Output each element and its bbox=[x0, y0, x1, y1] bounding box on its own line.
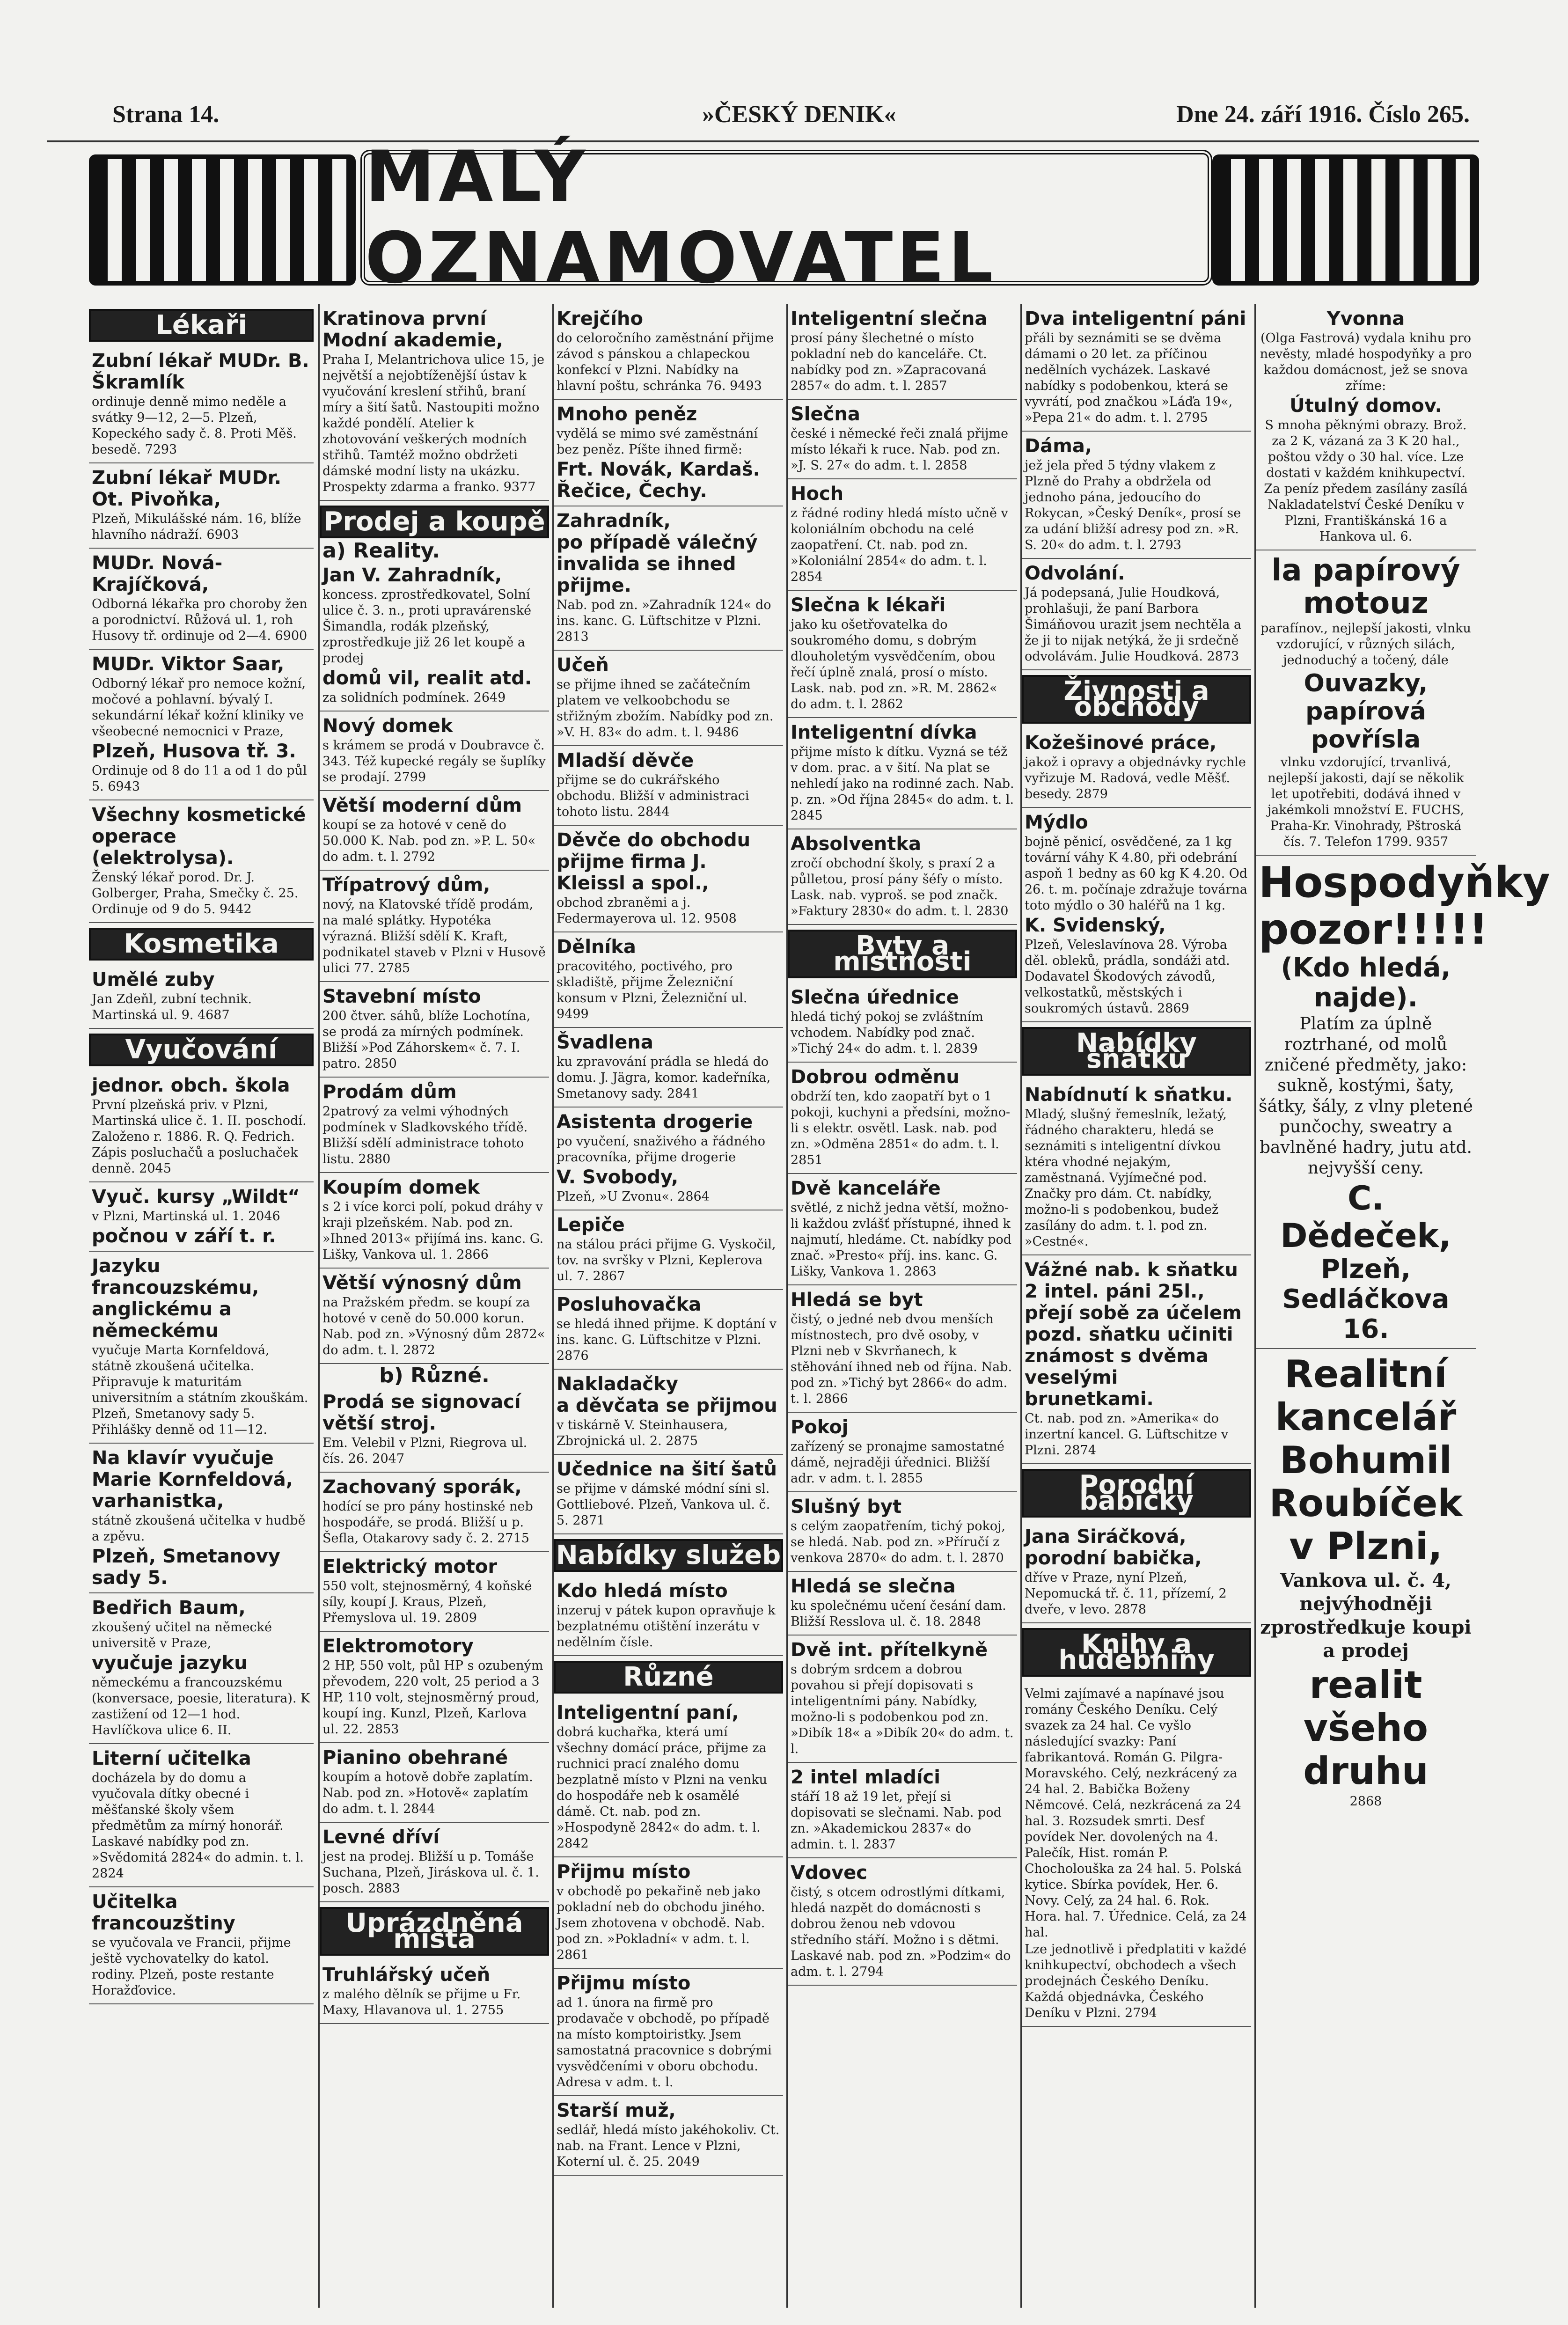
ad bbox=[89, 1252, 314, 1444]
ad-title: Posluhovačka bbox=[557, 1294, 702, 1315]
ad-text: ad 1. února na firmě pro prodavače v obchodě, po případě na místo komptoiristky. Jsem samostatná pracovnice s dobrými vysvědčeními v oboru obchodu. Adresa v adm. t. l. bbox=[557, 1995, 772, 2090]
ad-text: ku zpravování prádla se hledá do domu. J. Jägra, komor. kadeřníka, Smetanovy sady. 2841 bbox=[557, 1055, 771, 1101]
ad bbox=[1022, 432, 1251, 559]
ad-title: Inteligentní paní, bbox=[557, 1702, 739, 1724]
ad bbox=[788, 1858, 1017, 1986]
ad-text: (Olga Fastrová) vydala knihu pro nevěsty, mladé hospodyňky a pro každou domácnost, jež se snova zříme: bbox=[1260, 331, 1472, 393]
ad-firm: V. Svobody, bbox=[557, 1166, 679, 1188]
ad bbox=[788, 1572, 1017, 1636]
ad-subtitle: Ouvazky, papírová povřísla bbox=[1304, 669, 1428, 754]
ad-text: se přijme ihned se začátečním platem ve velkoobchodu se střižným zbožím. Nabídky pod zn. »V. H. 83« do adm. t. l. 9486 bbox=[557, 677, 774, 740]
ad bbox=[89, 463, 314, 549]
section-heading: Živnosti a obchody bbox=[1022, 675, 1251, 724]
section-heading: Uprázdněná místa bbox=[320, 1907, 549, 1956]
ad-title: Elektrický motor bbox=[322, 1556, 498, 1577]
ad-columns bbox=[89, 304, 1550, 2308]
ad bbox=[320, 1173, 549, 1269]
ad-title: Dva inteligentní páni bbox=[1025, 308, 1246, 330]
ad-title: Asistenta drogerie bbox=[557, 1111, 753, 1133]
ad bbox=[1022, 728, 1251, 808]
ad-text: 2 HP, 550 volt, půl HP s ozubeným převodem, 220 volt, 25 period a 3 HP, 110 volt, stejnosměrný proud, koupí ing. Kunzl, Plzeň, Karlova ul. 22. 2853 bbox=[322, 1658, 543, 1737]
newspaper-name: »ČESKÝ DENIK« bbox=[702, 101, 896, 128]
ad-text: se přijme v dámské módní síni sl. Gottliebové. Plzeň, Vankova ul. č. 5. 2871 bbox=[557, 1482, 770, 1528]
ad bbox=[320, 791, 549, 871]
ad bbox=[320, 1473, 549, 1552]
ad-text: vyučuje Marta Kornfeldová, státně zkoušená učitelka. Připravuje k maturitám universitním a státním zkouškám. Plzeň, Smetanovy sady 5. Přihlášky denně od 11—12. bbox=[92, 1343, 308, 1437]
ad bbox=[89, 1744, 314, 1887]
ad-title: Dobrou odměnu bbox=[791, 1066, 960, 1088]
ad bbox=[788, 479, 1017, 591]
ad-text: čistý, s otcem odrostlými dítkami, hledá nazpět do domácnosti s dobrou ženou neb vdovou středního stáří. Možno i s dětmi. Laskavé nab. pod zn. »Podzim« do adm. t. l. 2794 bbox=[791, 1885, 1011, 1979]
ad-title: Starší muž, bbox=[557, 2100, 676, 2121]
ad bbox=[554, 1370, 783, 1455]
ad bbox=[554, 651, 783, 746]
ad-text: v tiskárně V. Steinhausera, Zbrojnická ul. 2. 2875 bbox=[557, 1418, 728, 1448]
ad-text: čistý, o jedné neb dvou menších místnostech, pro dvě osoby, v Plzni neb v Skvrňanech, k stěhování ihned neb od října. Nab. pod zn. »Tichý byt 2866« do adm. t. l. 2866 bbox=[791, 1312, 1012, 1406]
ad-text: Plzeň, Mikulášské nám. 16, blíže hlavního nádraží. 6903 bbox=[92, 512, 301, 542]
ad-text: světlé, z nichž jedna větší, možno-li každou zvlášť přístupné, ihned k najmutí, hledáme. Ct. nabídky pod znač. »Presto« příj. ins. kanc. G. Lišky, Vankova 1. 2863 bbox=[791, 1201, 1012, 1279]
ad-text: inzeruj v pátek kupon opravňuje k bezplatnému otištění inzerátu v nedělním čísle. bbox=[557, 1603, 776, 1650]
ad-text: Velmi zajímavé a napínavé jsou romány Českého Deníku. Celý svazek za 24 hal. Ce vyšlo následující svazky: Paní fabrikantová. Román G. Pilgra-Moravského. Celý, nezkrácený za 24 hal. 2. Babička Boženy Němcové. Celá, nezkrácená za 24 hal. 3. Rozsudek smrti. Desf povídek Ner. dovolených na 4. Palečík, Hist. román P. Chocholouška za 24 hal. 5. Polská kytice. Sbírka povídek, Her. 6. Novy. Celý, za 24 hal. 6. Rok. Hora. hal. 7. Úřednice. Celá, za 24 hal. bbox=[1025, 1687, 1247, 1940]
ad bbox=[554, 1698, 783, 1857]
ad-text: dobrá kuchařka, která umí všechny domácí práce, přijme za ruchnici prací znalého domu bezplatně místo v Plzni na venku do hospodáře neb k osamělé dámě. Ct. nab. pod zn. »Hospodyně 2842« do adm. t. l. 2842 bbox=[557, 1725, 767, 1851]
ad-title: Truhlářský učeň bbox=[322, 1964, 491, 1986]
ad-title: Hoch bbox=[791, 483, 844, 505]
ad bbox=[788, 829, 1017, 925]
ad bbox=[554, 304, 783, 400]
ad bbox=[554, 932, 783, 1028]
ad bbox=[554, 1577, 783, 1656]
ad-text: jest na prodej. Bližší u p. Tomáše Suchana, Plzeň, Jiráskova ul. č. 1. posch. 2883 bbox=[322, 1849, 539, 1896]
ad bbox=[788, 983, 1017, 1063]
ad bbox=[788, 1636, 1017, 1763]
ad-title: Kožešinové práce, bbox=[1025, 732, 1217, 754]
ad bbox=[1256, 1349, 1476, 1814]
ad-text: nový, na Klatovské třídě prodám, na malé splátky. Hypotéka výrazná. Bližší sdělí K. Kraft, podnikatel staveb v Plzni v Husově ulici 77. 2785 bbox=[322, 897, 546, 975]
ad bbox=[554, 506, 783, 651]
page-header bbox=[112, 101, 1470, 133]
ad-text: dříve v Praze, nyní Plzeň, Nepomucká tř. č. 11, přízemí, 2 dveře, v levo. 2878 bbox=[1025, 1570, 1227, 1617]
ad-address: Plzeň, Veleslavínova 28. Výroba děl. obleků, prádla, sondáži atd. Dodavatel Škodových závodů, velkostatků, městských i soukromých ústavů. 2869 bbox=[1025, 938, 1230, 1016]
ad-text: s krámem se prodá v Doubravce č. 343. Též kupecké regály se šuplíky se prodají. 2799 bbox=[322, 738, 546, 785]
ad bbox=[320, 1823, 549, 1902]
column-1 bbox=[89, 304, 314, 2308]
ad-address: Plzeň, Smetanovy sady 5. bbox=[92, 1546, 280, 1589]
ad-address: Plzeň, »U Zvonu«. 2864 bbox=[557, 1189, 710, 1204]
ad-title: Dvě int. přítelkyně bbox=[791, 1639, 988, 1661]
ad-title: Inteligentní slečna bbox=[791, 308, 988, 330]
ad-text: z řádné rodiny hledá místo učně v koloniálním obchodu na celé zaopatření. Ct. nab. pod zn. »Koloniální 2854« do adm. t. l. 2854 bbox=[791, 506, 1008, 584]
ad bbox=[788, 304, 1017, 400]
ad-subtitle: vyučuje jazyku bbox=[92, 1652, 248, 1674]
ad-title: Elektromotory bbox=[322, 1636, 474, 1657]
ad-title: Nakladačky bbox=[557, 1373, 678, 1395]
ad bbox=[320, 1552, 549, 1632]
ad-title: Zubní lékař MUDr. Ot. Pivoňka, bbox=[92, 467, 282, 510]
ad bbox=[1022, 808, 1251, 1022]
ad-text: obchod zbraněmi a j. Federmayerova ul. 12. 9508 bbox=[557, 895, 737, 926]
ad bbox=[554, 1290, 783, 1370]
ad-title: Hledá se slečna bbox=[791, 1576, 956, 1597]
section-heading: Porodní babičky bbox=[1022, 1469, 1251, 1518]
ad-text: prosí pány šlechetné o místo pokladní neb do kanceláře. Ct. nabídky pod zn. »Zapracovaná 2857« do adm. t. l. 2857 bbox=[791, 331, 987, 393]
ad bbox=[788, 1174, 1017, 1285]
ad bbox=[1022, 559, 1251, 670]
ad-title: jednor. obch. škola bbox=[92, 1075, 290, 1096]
ad-title: Švadlena bbox=[557, 1032, 653, 1053]
ad-title: Větší moderní dům bbox=[322, 795, 522, 816]
ad-title: 2 intel mladíci bbox=[791, 1767, 940, 1788]
column-2 bbox=[318, 304, 549, 2308]
ad-text: z malého dělník se přijme u Fr. Maxy, Hlavanova ul. 1. 2755 bbox=[322, 1987, 521, 2017]
ad-firm: K. Svidenský, bbox=[1025, 915, 1166, 936]
ad-text-more: Ct. nab. pod zn. »Amerika« do inzertní kancel. G. Lüftschitze v Plzni. 2874 bbox=[1025, 1411, 1229, 1458]
ad-text: Odborná lékařka pro choroby žen a porodnictví. Růžová ul. 1, roh Husovy tř. ordinuje od 2—4. 6900 bbox=[92, 597, 308, 643]
ad-title: Dáma, bbox=[1025, 435, 1092, 457]
ad bbox=[554, 1969, 783, 2096]
ad-title: Na klavír vyučuje Marie Kornfeldová, varhanistka, bbox=[92, 1447, 293, 1512]
ad-text: koncess. zprostředkovatel, Solní ulice č. 3. n., proti upravárenské Šimandla, rodák plzeňský, zprostředkuje již 26 let koupě a prodej bbox=[322, 587, 532, 666]
ad-title: Bedřich Baum, bbox=[92, 1597, 246, 1619]
ad-text: v obchodě po pekařině neb jako pokladní neb do obchodu jiného. Jsem zhotovena v obchodě. Nab. pod zn. »Pokladní« v adm. t. l. 2861 bbox=[557, 1884, 765, 1962]
ad-title: Odvolání. bbox=[1025, 563, 1125, 584]
ad-text: české i německé řeči znalá přijme místo lékaři k ruce. Nab. pod zn. »J. S. 27« do adm. t. l. 2858 bbox=[791, 426, 1009, 473]
ad-title: Yvonna bbox=[1326, 308, 1405, 330]
ad-text: parafínov., nejlepší jakosti, vlnku vzdorující, v různých silách, jednoduchý a točený, dále bbox=[1260, 621, 1471, 667]
ad-title: Krejčího bbox=[557, 308, 643, 330]
ad-title: Jazyku francouzskému, anglickému a německému bbox=[92, 1255, 259, 1342]
ad-firm: C. Dědeček, bbox=[1280, 1179, 1451, 1255]
ad-text: jakož i opravy a objednávky rychle vyřizuje M. Radová, vedle Měšť. besedy. 2879 bbox=[1025, 755, 1246, 801]
ad-title: Literní učitelka bbox=[92, 1748, 251, 1769]
ad-text: vydělá se mimo své zaměstnání bez peněz. Píšte ihned firmě: bbox=[557, 426, 758, 457]
ad-number: 2868 bbox=[1349, 1794, 1382, 1809]
ad-title: Lepiče bbox=[557, 1214, 625, 1236]
ad-text: přijme místo k dítku. Vyzná se též v dom. prac. a v šití. Na plat se nehledí jako na rodinné zach. Nab. p. zn. »Od října 2845« do adm. t. l. 2845 bbox=[791, 745, 1014, 823]
ad-address: Plzeň, Sedláčkova 16. bbox=[1282, 1254, 1450, 1344]
ad-title: Větší výnosný dům bbox=[322, 1272, 522, 1294]
ad bbox=[788, 1285, 1017, 1413]
ad-text: na Pražském předm. se koupí za hotové v ceně do 50.000 korun. Nab. pod zn. »Výnosný dům 2872« do adm. t. l. 2872 bbox=[322, 1295, 545, 1357]
ad-text: po vyučení, snaživého a řádného pracovníka, přijme drogerie bbox=[557, 1134, 765, 1165]
section-heading: Nabídky sňatku bbox=[1022, 1027, 1251, 1076]
ad bbox=[320, 982, 549, 1078]
ad-subtitle: realit všeho druhu bbox=[1303, 1663, 1429, 1793]
ad-text-more: S mnoha pěknými obrazy. Brož. za 2 K, vázaná za 3 K 20 hal., poštou vždy o 30 hal. více. Lze dostati v každém knihkupectví. Za peníz předem zasílány zasílá Nakladatelství České Deníku v Plzni, Františkánská 16 a Hankova ul. 6. bbox=[1264, 418, 1468, 544]
ad-title: Kdo hledá místo bbox=[557, 1580, 728, 1602]
ad-title: Vážné nab. k sňatku bbox=[1025, 1259, 1238, 1281]
ad bbox=[554, 1107, 783, 1210]
section-heading: Kosmetika bbox=[89, 928, 314, 961]
ad-title: Stavební místo bbox=[322, 986, 481, 1007]
ad bbox=[1022, 1255, 1251, 1464]
ad-title: Nový domek bbox=[322, 715, 453, 737]
ad bbox=[320, 711, 549, 791]
ad-text: s 2 i více korci polí, pokud dráhy v kraji plzeňském. Nab. pod zn. »Ihned 2013« přijímá ins. kanc. G. Lišky, Vankova ul. 1. 2866 bbox=[322, 1200, 544, 1262]
ad-title: Slečna bbox=[791, 403, 860, 425]
ad bbox=[320, 1632, 549, 1743]
ad-text-more: Lze jednotlivě i předplatiti v každé knihkupectví, obchodech a všech prodejnách Českého Deníku. Každá objednávka, Českého Deníku v Plzni. 2794 bbox=[1025, 1942, 1246, 2020]
ad-title: Vyuč. kursy „Wildt“ bbox=[92, 1186, 300, 1208]
ad bbox=[320, 304, 549, 501]
ad bbox=[1022, 1522, 1251, 1623]
ad-title: Slečna úřednice bbox=[791, 987, 959, 1008]
ad bbox=[1022, 304, 1251, 432]
ad bbox=[554, 1210, 783, 1290]
ad bbox=[554, 746, 783, 826]
ad-text-more: Nab. pod zn. »Zahradník 124« do ins. kanc. G. Lüftschitze v Plzni. 2813 bbox=[557, 598, 771, 644]
ad-firm: Frt. Novák, Kardaš. Řečice, Čechy. bbox=[557, 459, 760, 502]
ad-text: sedlář, hledá místo jakéhokoliv. Ct. nab. na Frant. Lence v Plzni, Koterní ul. č. 25. 2049 bbox=[557, 2123, 780, 2169]
ad-text: v Plzni, Martinská ul. 1. 2046 bbox=[92, 1209, 280, 1224]
ad-text: hodící se pro pány hostinské neb hospodáře, se prodá. Bližší u p. Šefla, Otakarovy sady č. 2. 2715 bbox=[322, 1499, 533, 1546]
ad bbox=[1256, 304, 1476, 550]
ad bbox=[788, 718, 1017, 829]
ad bbox=[788, 400, 1017, 479]
ad bbox=[554, 2096, 783, 2176]
ad-text: koupí se za hotové v ceně do 50.000 K. Nab. pod zn. »P. L. 50« do adm. t. l. 2792 bbox=[322, 818, 536, 864]
ad-title: Přijmu místo bbox=[557, 1861, 691, 1883]
ad bbox=[1256, 550, 1476, 856]
ad-text: docházela by do domu a vyučovala dítky obecné i měšťanské školy všem předmětům za mírný honorář. Laskavé nabídky pod zn. »Svědomitá 2824« do admin. t. l. 2824 bbox=[92, 1771, 304, 1881]
section-heading: Lékaři bbox=[89, 309, 314, 342]
subsection-heading: b) Různé. bbox=[379, 1364, 490, 1387]
ad-title: Slušný byt bbox=[791, 1496, 902, 1518]
ad-subtitle: Útulný domov. bbox=[1290, 395, 1442, 417]
ad-title: Učeň bbox=[557, 654, 609, 676]
section-heading: Byty a místnosti bbox=[788, 930, 1017, 978]
ad-subtitle: (Kdo hledá, najde). bbox=[1281, 953, 1451, 1013]
ad-subtitle: po případě válečný invalida se ihned přijme. bbox=[557, 532, 758, 596]
ad-address: Plzeň, Husova tř. 3. bbox=[92, 741, 296, 762]
ad-title: Mnoho peněz bbox=[557, 403, 697, 425]
ad bbox=[554, 400, 783, 506]
ad bbox=[554, 1455, 783, 1534]
ad-title: Třípatrový dům, bbox=[322, 874, 491, 896]
ad bbox=[320, 1387, 549, 1473]
ad bbox=[320, 871, 549, 982]
ad-title: Hospodyňky pozor!!!!! bbox=[1259, 858, 1550, 954]
ad-text: 550 volt, stejnosměrný, 4 koňské síly, koupí J. Kraus, Plzeň, Přemyslova ul. 19. 2809 bbox=[322, 1579, 532, 1625]
ad bbox=[788, 1492, 1017, 1572]
ad-text: jako ku ošetřovatelka do soukromého domu, s dobrým dlouholetým vysvědčením, obou řečí úplně znalá, prosí o místo. Lask. nab. pod zn. »R. M. 2862« do adm. t. l. 2862 bbox=[791, 617, 997, 711]
ad-text: bojně pěnicí, osvědčené, za 1 kg tovární váhy K 4.80, při odebrání aspoň 1 bedny as 60 kg K 4.20. Od 26. t. m. počínaje zdražuje továrna toto mýdlo o 30 haléřů na 1 kg. bbox=[1025, 835, 1248, 913]
ad-text: přáli by seznámiti se se dvěma dámami o 20 let. za příčinou nedělních vycházek. Laskavé nabídky s podobenkou, která se vyvrátí, pod značkou »Láďa 19«, »Pepa 21« do adm. t. l. 2795 bbox=[1025, 331, 1233, 425]
ad-text: jež jela před 5 týdny vlakem z Plzně do Prahy a obdržela od jednoho pána, jedoucího do Rokycan, »Český Deník«, prosí se za udání bližší adresy pod zn. »R. S. 20« do adm. t. l. 2793 bbox=[1025, 458, 1241, 552]
ad bbox=[89, 346, 314, 463]
ad-text: Em. Velebil v Plzni, Riegrova ul. čís. 26. 2047 bbox=[322, 1436, 528, 1466]
ad-text: s dobrým srdcem a dobrou povahou si přejí dopisovati s inteligentními pány. Nabídky, možno-li s podobenkou pod zn. »Dibík 18« a »Dibík 20« do adm. t. l. bbox=[791, 1662, 1014, 1756]
ad-title: Prodám dům bbox=[322, 1081, 457, 1103]
ad-title: Absolventka bbox=[791, 833, 921, 855]
ad-text: zkoušený učitel na německé universitě v Praze, bbox=[92, 1620, 272, 1650]
column-5 bbox=[1020, 304, 1251, 2308]
ornament-right bbox=[1212, 154, 1479, 286]
ad-title: Realitní kancelář Bohumil Roubíček v Plzni, bbox=[1269, 1352, 1463, 1568]
ad-subtitle: domů vil, realit atd. bbox=[322, 667, 532, 689]
column-4 bbox=[786, 304, 1017, 2308]
ad-text: pracovitého, poctivého, pro skladiště, přijme Železniční konsum v Plzni, Železniční ul. 9499 bbox=[557, 959, 747, 1021]
ad bbox=[320, 561, 549, 711]
section-heading: Knihy a hudebniny bbox=[1022, 1628, 1251, 1677]
ad bbox=[554, 1857, 783, 1969]
ad-text: Mladý, slušný řemeslník, ležatý, řádného charakteru, hledá se seznámiti s inteligentní dívkou ktéra vhodné nejakým, zaměstnaná. Vyjímečné pod. Značky pro dám. Ct. nabídky, možno-li s podobenkou, budež zasílány do adm. t. l. pod zn. »Cestné«. bbox=[1025, 1107, 1227, 1249]
column-6 bbox=[1254, 304, 1550, 2308]
section-banner bbox=[89, 136, 1479, 299]
ad-title: Všechny kosmetické operace (elektrolysa). bbox=[92, 804, 306, 869]
ad bbox=[788, 1063, 1017, 1174]
ad-text-more: za solidních podmínek. 2649 bbox=[322, 690, 506, 705]
ad-title: Pianino obehrané bbox=[322, 1747, 508, 1768]
ad-text: na stálou práci přijme G. Vyskočil, tov. na svršky v Plzni, Keplerova ul. 7. 2867 bbox=[557, 1237, 776, 1284]
ad bbox=[89, 1071, 314, 1182]
ad bbox=[788, 1763, 1017, 1858]
ad-title: MUDr. Viktor Saar, bbox=[92, 653, 285, 675]
ad-text: První plzeňská priv. v Plzni, Martinská ulice č. 1. II. poschodí. Založeno r. 1886. R. Q. Fedrich. Zápis posluchačů a posluchaček denně. 2045 bbox=[92, 1098, 307, 1176]
ad-title: Mladší děvče bbox=[557, 750, 694, 771]
banner-title: MALÝ OZNAMOVATEL bbox=[365, 136, 997, 299]
ad-text: přijme se do cukrářského obchodu. Bližší v administraci tohoto listu. 2844 bbox=[557, 773, 749, 819]
ad-subtitle: přijme firma J. Kleissl a spol., bbox=[557, 851, 709, 894]
ad-text: zařízený se pronajme samostatné dámě, nejraději úřednici. Bližší adr. v adm. t. l. 2855 bbox=[791, 1439, 1005, 1486]
ad-text: státně zkoušená učitelka v hudbě a zpěvu. bbox=[92, 1513, 306, 1544]
ad-text: Ženský lékař porod. Dr. J. Golberger, Praha, Smečky č. 25. Ordinuje od 9 do 5. 9442 bbox=[92, 870, 299, 917]
column-3 bbox=[552, 304, 783, 2308]
issue-date: Dne 24. září 1916. Číslo 265. bbox=[1176, 101, 1470, 128]
ad-title: Dvě kanceláře bbox=[791, 1178, 941, 1199]
ad bbox=[89, 1444, 314, 1593]
ornament-left bbox=[89, 154, 356, 286]
ad bbox=[89, 965, 314, 1029]
ad bbox=[1256, 856, 1550, 1349]
ad-text: Odborný lékař pro nemoce kožní, močové a pohlavní. bývalý I. sekundární lékař kožní kliniky ve všeobecné nemocnici v Praze, bbox=[92, 676, 306, 739]
ad-text: stáří 18 až 19 let, přejí si dopisovati se slečnami. Nab. pod zn. »Akademickou 2837« do admin. t. l. 2837 bbox=[791, 1790, 1002, 1852]
ad-text: Jan Zdeňl, zubní technik. Martinská ul. 9. 4687 bbox=[92, 992, 252, 1022]
ad-text: Vankova ul. č. 4, nejvýhodněji zprostředkuje koupi a prodej bbox=[1260, 1570, 1472, 1662]
ad-text: se vyučovala ve Francii, přijme ještě vychovatelky do katol. rodiny. Plzeň, poste restante Horažďovice. bbox=[92, 1936, 291, 1998]
ad-title: Zachovaný sporák, bbox=[322, 1476, 522, 1498]
ad-subtitle: a děvčata se přijmou bbox=[557, 1395, 777, 1416]
ad-title: Hledá se byt bbox=[791, 1289, 923, 1311]
section-heading: Nabídky služeb bbox=[554, 1539, 783, 1572]
ad-text: koupím a hotově dobře zaplatím. Nab. pod zn. »Hotově« zaplatím do adm. t. l. 2844 bbox=[322, 1770, 533, 1816]
ad-text: zročí obchodní školy, s praxí 2 a půlletou, prosí pány šéfy o místo. Lask. nab. vyproš. se pod značk. »Faktury 2830« do adm. t. l. 2830 bbox=[791, 856, 1009, 918]
ad-text: Já podepsaná, Julie Houdková, prohlašuji, že paní Barbora Šimáňovou urazit jsem nechtěla a že ji to nijak netýká, že ji srdečně odvolávám. Julie Houdková. 2873 bbox=[1025, 586, 1242, 664]
ad-text: do celoročního zaměstnání přijme závod s pánskou a chlapeckou konfekcí v Plzni. Nabídky na hlavní poštu, schránka 76. 9493 bbox=[557, 331, 774, 393]
ad bbox=[788, 1413, 1017, 1492]
ad-title: Umělé zuby bbox=[92, 969, 215, 990]
ad-subtitle: 2 intel. páni 25l., přejí sobě za účelem pozd. sňatku učiniti známost s dvěma veselými brunetkami. bbox=[1025, 1281, 1242, 1410]
ad bbox=[89, 1593, 314, 1744]
section-heading: Různé bbox=[554, 1661, 783, 1694]
ad-text: se hledá ihned přijme. K doptání v ins. kanc. G. Lüftschitze v Plzni. 2876 bbox=[557, 1317, 777, 1363]
ad-title: Mýdlo bbox=[1025, 812, 1088, 833]
banner-title-box bbox=[360, 136, 1212, 299]
ad bbox=[1022, 1080, 1251, 1255]
ad-text-more: vlnku vzdorující, trvanlivá, nejlepší jakosti, dají se několik let upotřebiti, dodává ihned v jakémkoli množství E. FUCHS, Praha-Kr. Vinohrady, Pštroská čís. 7. Telefon 1799. 9357 bbox=[1267, 755, 1465, 849]
page-number: Strana 14. bbox=[112, 101, 220, 128]
ad-title: Vdovec bbox=[791, 1862, 867, 1884]
ad bbox=[320, 1743, 549, 1823]
ad bbox=[554, 826, 783, 932]
ad-title: Pokoj bbox=[791, 1416, 849, 1438]
ad bbox=[788, 591, 1017, 718]
ad-hours: Ordinuje od 8 do 11 a od 1 do půl 5. 6943 bbox=[92, 763, 307, 794]
ad bbox=[89, 549, 314, 650]
ad bbox=[320, 1269, 549, 1364]
ad-text: 200 čtver. sáhů, blíže Lochotína, se prodá za mírných podmínek. Bližší »Pod Záhorskem« č. 7. I. patro. 2850 bbox=[322, 1009, 531, 1071]
ad-title: Učitelka francouzštiny bbox=[92, 1891, 235, 1934]
ad-title: Přijmu místo bbox=[557, 1973, 691, 1994]
ad-title: Zubní lékař MUDr. B. Škramlík bbox=[92, 350, 309, 393]
section-heading: Prodej a koupě bbox=[320, 506, 549, 538]
ad bbox=[89, 650, 314, 800]
ad-title: Jan V. Zahradník, bbox=[322, 565, 502, 586]
ad-title: Slečna k lékaři bbox=[791, 594, 946, 616]
ad-title: la papírový motouz bbox=[1271, 553, 1460, 621]
ad-title: Kratinova první Modní akademie, bbox=[322, 308, 504, 351]
ad bbox=[320, 1960, 549, 2024]
ad-text-more: německému a francouzskému (konversace, poesie, literatura). K zastižení od 12—1 hod. Havlíčkova ulice 6. II. bbox=[92, 1675, 310, 1738]
ad-title: Levné dříví bbox=[322, 1826, 440, 1848]
ad-text: obdrží ten, kdo zaopatří byt o 1 pokoji, kuchyni a předsíni, možno-li s elektr. osvětl. Lask. nab. pod zn. »Odměna 2851« do adm. t. l. 2851 bbox=[791, 1089, 1011, 1167]
ad-text: ku společnému učení česání dam. Bližší Resslova ul. č. 18. 2848 bbox=[791, 1599, 1006, 1629]
ad bbox=[89, 1182, 314, 1252]
ad-title: Nabídnutí k sňatku. bbox=[1025, 1084, 1233, 1106]
ad-text: hledá tichý pokoj se zvláštním vchodem. Nabídky pod znač. »Tichý 24« do adm. t. l. 2839 bbox=[791, 1010, 983, 1056]
ad-title: Dělníka bbox=[557, 936, 636, 958]
ad bbox=[554, 1028, 783, 1107]
ad-subtitle: počnou v září t. r. bbox=[92, 1225, 276, 1247]
ad-title: Učednice na šití šatů bbox=[557, 1459, 777, 1480]
ad-text: Praha I, Melantrichova ulice 15, je největší a nejobtíženější ústav k vyučování kreslení střihů, braní míry a šití šatů. Nastoupiti možno každé pondělí. Atelier k zhotovování veškerých modních střihů. Tamtéž možno obdržeti dámské modní listy na ukázku. Prospekty zdarma a franko. 9377 bbox=[322, 352, 545, 494]
ad bbox=[89, 1887, 314, 2004]
ad-title: Jana Siráčková, porodní babička, bbox=[1025, 1526, 1202, 1569]
ad-title: Inteligentní dívka bbox=[791, 722, 977, 743]
ad bbox=[89, 800, 314, 923]
ad-title: Zahradník, bbox=[557, 510, 671, 532]
ad bbox=[1022, 1681, 1251, 2027]
ad-title: Děvče do obchodu bbox=[557, 829, 751, 851]
ad-title: MUDr. Nová-Krajíčková, bbox=[92, 552, 223, 595]
ad-text: s celým zaopatřením, tichý pokoj, se hledá. Nab. pod zn. »Příručí z venkova 2870« do adm. t. l. 2870 bbox=[791, 1519, 1006, 1565]
ad-text: Platím za úplně roztrhané, od molů zničené předměty, jako: sukně, kostými, šaty, šátky, šály, z vlny pletené punčochy, sweatry a bavlněné hadry, jutu atd. nejvyšší ceny. bbox=[1259, 1014, 1473, 1178]
ad-text: ordinuje denně mimo neděle a svátky 9—12, 2—5. Plzeň, Kopeckého sady č. 8. Proti Měš. besedě. 7293 bbox=[92, 395, 297, 457]
ad bbox=[320, 1078, 549, 1173]
section-heading: Vyučování bbox=[89, 1034, 314, 1066]
ad-title: Prodá se signovací větší stroj. bbox=[322, 1391, 521, 1434]
ad-title: Koupím domek bbox=[322, 1177, 480, 1198]
subsection-heading: a) Reality. bbox=[322, 539, 440, 563]
ad-text: 2patrový za velmi výhodných podmínek v Sladkovského třídě. Bližší sdělí administrace tohoto listu. 2880 bbox=[322, 1104, 528, 1166]
